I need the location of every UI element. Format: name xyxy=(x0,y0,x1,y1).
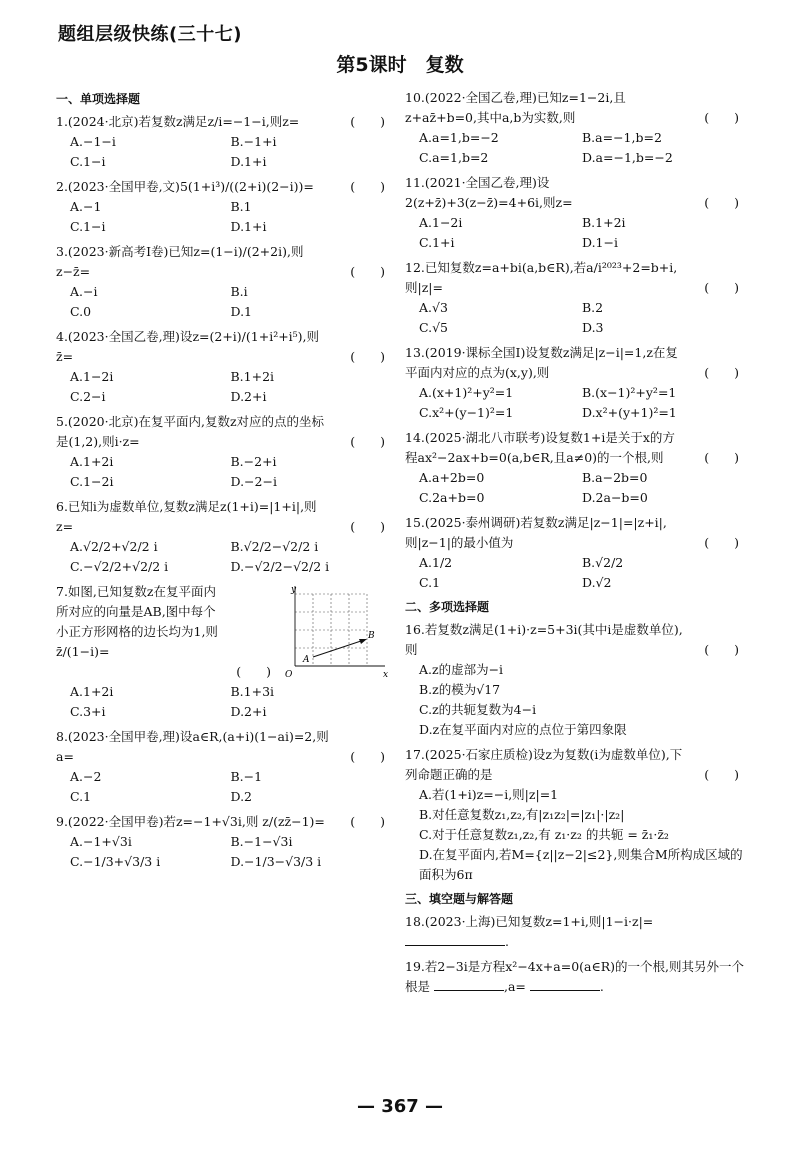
question-stem: 2.(2023·全国甲卷,文)5(1+i³)/((2+i)(2−i))= xyxy=(56,179,314,194)
question-stem: 5.(2020·北京)在复平面内,复数z对应的点的坐标是(1,2),则i·z= xyxy=(56,414,325,449)
option-d: D.−√2/2−√2/2 i xyxy=(230,559,330,574)
answer-bracket: ( ) xyxy=(704,642,739,657)
option-d: D.在复平面内,若M={z||z−2|≤2},则集合M所构成区域的面积为6π xyxy=(419,847,743,882)
option-c: C.0 xyxy=(70,304,92,319)
option-c: C.1−2i xyxy=(70,474,114,489)
option-c: C.2−i xyxy=(70,389,106,404)
answer-bracket: ( ) xyxy=(350,814,385,829)
option-c: C.−1/3+√3/3 i xyxy=(70,854,161,869)
question-stem-part: ,a= xyxy=(504,979,526,994)
question-6 xyxy=(56,497,391,577)
answer-bracket: ( ) xyxy=(704,535,739,550)
question-stem: 7.如图,已知复数z在复平面内所对应的向量是AB,图中每个小正方形网格的边长均为1,则 z̄/(1−i)= xyxy=(56,584,218,659)
option-d: D.1+i xyxy=(230,219,267,234)
answer-blank-a[interactable] xyxy=(530,977,600,991)
question-stem: 11.(2021·全国乙卷,理)设2(z+z̄)+3(z−z̄)=4+6i,则z= xyxy=(405,175,573,210)
right-column xyxy=(405,88,745,1002)
option-d: D.1 xyxy=(230,304,253,319)
option-b: B.1+2i xyxy=(582,215,626,230)
option-b: B.(x−1)²+y²=1 xyxy=(582,385,677,400)
option-b: B.−1−√3i xyxy=(230,834,293,849)
question-16 xyxy=(405,620,745,740)
option-d: D.−2−i xyxy=(230,474,277,489)
option-a: A.−1+√3i xyxy=(70,834,132,849)
question-11 xyxy=(405,173,745,253)
section-fill-in: 三、填空题与解答题 xyxy=(405,892,514,906)
option-d: D.2+i xyxy=(230,389,267,404)
option-a: A.−i xyxy=(70,284,98,299)
question-end: . xyxy=(599,979,604,994)
question-stem: 17.(2025·石家庄质检)设z为复数(i为虚数单位),下列命题正确的是 xyxy=(405,747,683,782)
answer-bracket: ( ) xyxy=(350,349,385,364)
question-18: 18.(2023·上海)已知复数z=1+i,则|1−i·z|= . xyxy=(405,914,654,949)
exercise-header: 题组层级快练(三十七) xyxy=(58,24,242,45)
option-d: D.1−i xyxy=(582,235,618,250)
answer-bracket: ( ) xyxy=(704,767,739,782)
question-12 xyxy=(405,258,745,338)
point-a-label: A xyxy=(303,655,310,665)
option-c: C.−√2/2+√2/2 i xyxy=(70,559,169,574)
x-axis-label: x xyxy=(383,670,389,680)
option-b: B.z的模为√17 xyxy=(419,682,501,697)
option-a: A.−2 xyxy=(70,769,102,784)
answer-bracket: ( ) xyxy=(350,519,385,534)
option-b: B.−2+i xyxy=(230,454,277,469)
question-stem: 6.已知i为虚数单位,复数z满足z(1+i)=|1+i|,则z= xyxy=(56,499,317,534)
option-c: C.对于任意复数z₁,z₂,有 z₁·z₂ 的共轭 = z̄₁·z̄₂ xyxy=(419,827,669,842)
question-stem: 18.(2023·上海)已知复数z=1+i,则|1−i·z|= xyxy=(405,914,654,929)
section-multiple-choice: 二、多项选择题 xyxy=(405,600,490,614)
option-d: D.√2 xyxy=(582,575,612,590)
option-c: C.1+i xyxy=(419,235,455,250)
option-b: B.√2/2−√2/2 i xyxy=(230,539,319,554)
question-14 xyxy=(405,428,745,508)
option-d: D.2+i xyxy=(230,704,267,719)
vector-ab xyxy=(313,640,364,657)
option-c: C.2a+b=0 xyxy=(419,490,485,505)
origin-label: O xyxy=(285,670,293,680)
question-15 xyxy=(405,513,745,593)
answer-bracket: ( ) xyxy=(350,179,385,194)
answer-bracket: ( ) xyxy=(350,434,385,449)
question-stem: 12.已知复数z=a+bi(a,b∈R),若a/i²⁰²³+2=b+i,则|z|= xyxy=(405,260,678,295)
question-stem: 10.(2022·全国乙卷,理)已知z=1−2i,且z+az̄+b=0,其中a,b为实数,则 xyxy=(405,90,626,125)
option-a: A.1−2i xyxy=(70,369,114,384)
answer-bracket: ( ) xyxy=(704,195,739,210)
option-d: D.a=−1,b=−2 xyxy=(582,150,673,165)
answer-bracket: ( ) xyxy=(236,664,271,679)
question-8 xyxy=(56,727,391,807)
option-d: D.3 xyxy=(582,320,604,335)
question-5 xyxy=(56,412,391,492)
answer-bracket: ( ) xyxy=(704,280,739,295)
question-10 xyxy=(405,88,745,168)
question-9 xyxy=(56,812,391,872)
question-stem: 8.(2023·全国甲卷,理)设a∈R,(a+i)(1−ai)=2,则a= xyxy=(56,729,329,764)
answer-blank[interactable] xyxy=(405,932,505,946)
section-single-choice: 一、单项选择题 xyxy=(56,92,141,106)
option-a: A.−1−i xyxy=(70,134,116,149)
question-19 xyxy=(405,957,745,997)
option-b: B.1 xyxy=(230,199,252,214)
question-3 xyxy=(56,242,391,322)
option-c: C.1 xyxy=(419,575,441,590)
question-7 xyxy=(56,582,391,722)
option-c: C.a=1,b=2 xyxy=(419,150,489,165)
option-d: D.−1/3−√3/3 i xyxy=(230,854,322,869)
option-a: A.1+2i xyxy=(70,684,114,699)
question-2 xyxy=(56,177,391,237)
complex-plane-figure xyxy=(281,582,391,682)
option-a: A.1−2i xyxy=(419,215,463,230)
answer-bracket: ( ) xyxy=(350,264,385,279)
page-number: — 367 — xyxy=(356,1096,444,1117)
answer-bracket: ( ) xyxy=(350,114,385,129)
question-stem: 1.(2024·北京)若复数z满足z/i=−1−i,则z= xyxy=(56,114,300,129)
option-c: C.x²+(y−1)²=1 xyxy=(419,405,514,420)
option-d: D.z在复平面内对应的点位于第四象限 xyxy=(419,722,627,737)
option-c: C.1 xyxy=(70,789,92,804)
question-stem: 14.(2025·湖北八市联考)设复数1+i是关于x的方程ax²−2ax+b=0(a,b∈R,且a≠0)的一个根,则 xyxy=(405,430,675,465)
question-stem: 15.(2025·泰州调研)若复数z满足|z−1|=|z+i|,则|z−1|的最小值为 xyxy=(405,515,667,550)
option-b: B.1+2i xyxy=(230,369,275,384)
option-a: A.a=1,b=−2 xyxy=(419,130,499,145)
option-a: A.z的虚部为−i xyxy=(419,662,504,677)
option-a: A.a+2b=0 xyxy=(419,470,485,485)
option-d: D.2 xyxy=(230,789,253,804)
question-stem: 19.若2−3i是方程x²−4x+a=0(a∈R)的一个根,则其另外一个根是 xyxy=(405,959,744,994)
answer-bracket: ( ) xyxy=(350,749,385,764)
option-b: B.−1 xyxy=(230,769,263,784)
question-4 xyxy=(56,327,391,407)
question-13 xyxy=(405,343,745,423)
question-17 xyxy=(405,745,745,885)
option-c: C.√5 xyxy=(419,320,449,335)
option-b: B.a−2b=0 xyxy=(582,470,648,485)
question-stem: 9.(2022·全国甲卷)若z=−1+√3i,则 z/(zz̄−1)= xyxy=(56,814,325,829)
option-a: A.√3 xyxy=(419,300,448,315)
option-b: B.−1+i xyxy=(230,134,277,149)
option-c: C.3+i xyxy=(70,704,106,719)
question-stem: 13.(2019·课标全国Ⅰ)设复数z满足|z−i|=1,z在复平面内对应的点为(x,y),则 xyxy=(405,345,678,380)
option-a: A.(x+1)²+y²=1 xyxy=(419,385,514,400)
question-stem: 16.若复数z满足(1+i)·z=5+3i(其中i是虚数单位),则 xyxy=(405,622,683,657)
option-c: C.1−i xyxy=(70,154,106,169)
answer-bracket: ( ) xyxy=(704,110,739,125)
point-b-label: B xyxy=(368,631,375,641)
option-a: A.√2/2+√2/2 i xyxy=(70,539,158,554)
option-c: C.z的共轭复数为4−i xyxy=(419,702,537,717)
answer-bracket: ( ) xyxy=(704,450,739,465)
answer-bracket: ( ) xyxy=(704,365,739,380)
option-a: A.−1 xyxy=(70,199,102,214)
option-b: B.a=−1,b=2 xyxy=(582,130,662,145)
option-c: C.1−i xyxy=(70,219,106,234)
option-a: A.1/2 xyxy=(419,555,453,570)
y-axis-label: y xyxy=(291,585,297,595)
option-b: B.2 xyxy=(582,300,604,315)
option-b: B.i xyxy=(230,284,248,299)
lesson-title: 第5课时 复数 xyxy=(336,54,464,76)
answer-blank-root[interactable] xyxy=(434,977,504,991)
option-d: D.x²+(y+1)²=1 xyxy=(582,405,677,420)
option-b: B.√2/2 xyxy=(582,555,624,570)
option-d: D.2a−b=0 xyxy=(582,490,648,505)
vector-arrowhead xyxy=(359,639,367,644)
option-b: B.1+3i xyxy=(230,684,275,699)
question-1 xyxy=(56,112,391,172)
left-column xyxy=(56,88,391,877)
question-stem: 4.(2023·全国乙卷,理)设z=(2+i)/(1+i²+i⁵),则z̄= xyxy=(56,329,320,364)
question-stem: 3.(2023·新高考Ⅰ卷)已知z=(1−i)/(2+2i),则z−z̄= xyxy=(56,244,304,279)
option-a: A.若(1+i)z=−i,则|z|=1 xyxy=(419,787,559,802)
option-b: B.对任意复数z₁,z₂,有|z₁z₂|=|z₁|·|z₂| xyxy=(419,807,625,822)
option-d: D.1+i xyxy=(230,154,267,169)
option-a: A.1+2i xyxy=(70,454,114,469)
